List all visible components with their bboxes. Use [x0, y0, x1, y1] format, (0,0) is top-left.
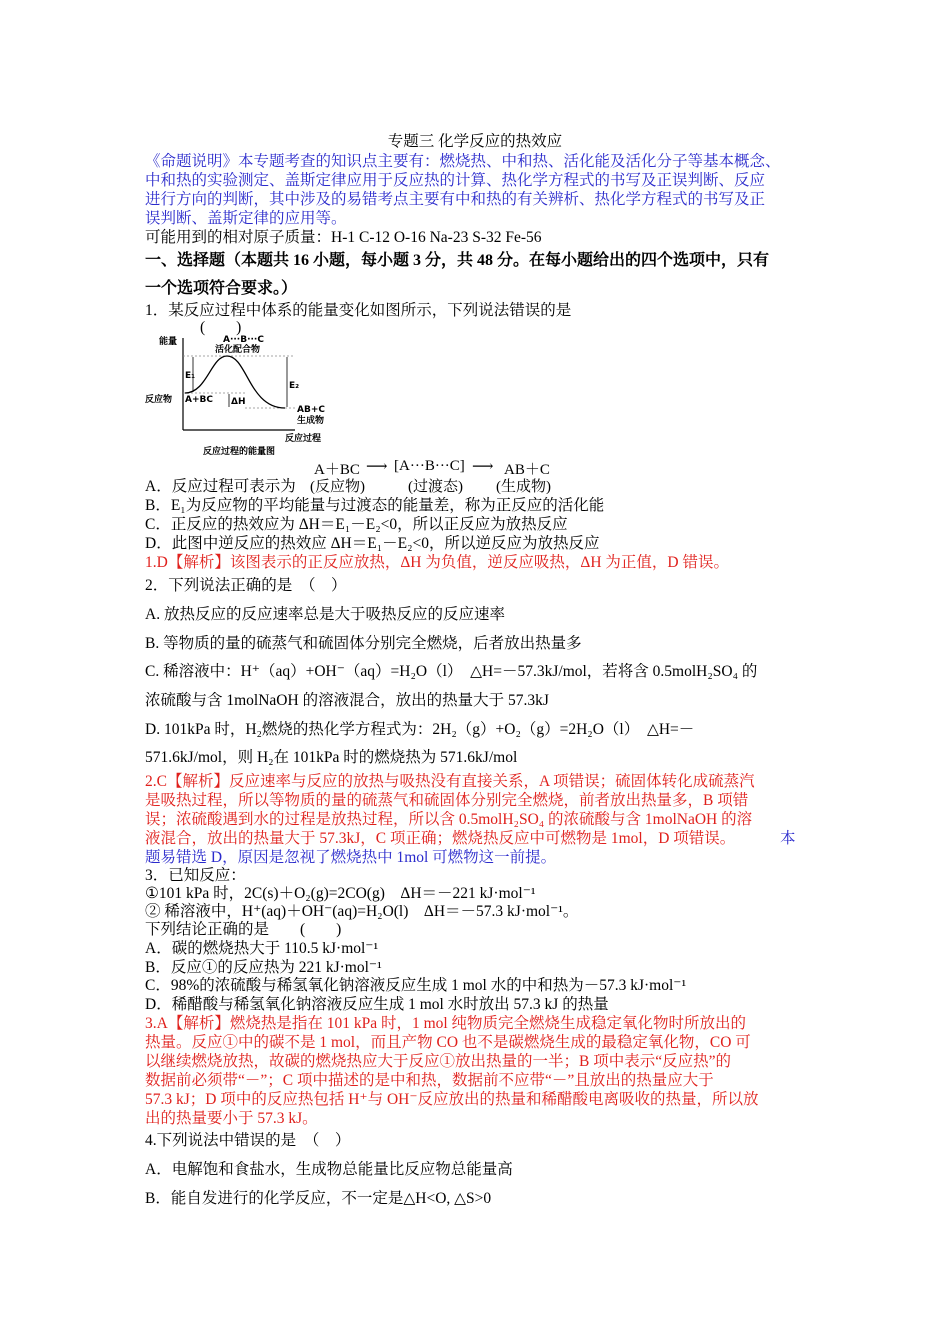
reaction-scheme — [310, 458, 570, 494]
transition-label: A···B···C — [223, 335, 264, 345]
answer-3: 以继续燃烧放热，故碳的燃烧热应大于反应①放出热量的一半；B 项中表示“反应热”的 — [145, 1053, 731, 1070]
question-4-stem: 4.下列说法中错误的是 （ ） — [145, 1132, 351, 1149]
product-axis-label: 生成物 — [297, 416, 325, 426]
answer-1: 1.D【解析】该图表示的正反应放热，ΔH 为负值，逆反应吸热，ΔH 为正值，D 错误。 — [145, 554, 729, 571]
question-3-line: 下列结论正确的是 ( ) — [145, 921, 342, 938]
answer-2: 2.C【解析】反应速率与反应的放热与吸热没有直接关系，A 项错误；硫固体转化成硫蒸汽 — [145, 773, 755, 790]
question-3-line: ② 稀溶液中，H⁺(aq)＋OH⁻(aq)=H₂O(l) ΔH＝－57.3 kJ·mol⁻¹。 — [145, 903, 579, 920]
option-line: C. 稀溶液中：H⁺（aq）+OH⁻（aq）=H₂O（l） △H=－57.3kJ/mol，若将含 0.5molH₂SO₄ 的 — [145, 663, 758, 680]
atomic-masses: 可能用到的相对原子质量：H-1 C-12 O-16 Na-23 S-32 Fe-56 — [145, 229, 542, 246]
answer-2-note: 题易错选 D，原因是忽视了燃烧热中 1mol 可燃物这一前提。 — [145, 849, 557, 866]
reactant-axis-label: 反应物 — [145, 395, 173, 405]
scheme-product: AB＋C — [504, 462, 550, 478]
option-line: C．正反应的热效应为 ΔH＝E₁－E₂<0，所以正反应为放热反应 — [145, 516, 568, 533]
scheme-arrow: ⟶ — [366, 459, 388, 475]
option-line: B. 等物质的量的硫蒸气和硫固体分别完全燃烧，后者放出热量多 — [145, 635, 582, 652]
option-line: B．E₁为反应物的平均能量与过渡态的能量差，称为正反应的活化能 — [145, 497, 605, 514]
x-axis-label: 反应过程 — [285, 434, 322, 444]
option-line: 浓硫酸与含 1molNaOH 的溶液混合，放出的热量大于 57.3kJ — [145, 692, 549, 709]
intro-line: 误判断、盖斯定律的应用等。 — [145, 210, 347, 227]
option-line: D. 101kPa 时，H₂燃烧的热化学方程式为：2H₂（g）+O₂（g）=2H₂O（l） △H=－ — [145, 721, 695, 738]
e2-label: E₂ — [289, 381, 300, 391]
answer-3: 数据前必须带“－”；C 项中描述的是中和热，数据前不应带“－”且放出的热量应大于 — [145, 1072, 714, 1089]
scheme-product-note: (生成物) — [496, 479, 551, 495]
answer-3: 3.A【解析】燃烧热是指在 101 kPa 时，1 mol 纯物质完全燃烧生成稳定氧化物时所放出的 — [145, 1015, 747, 1032]
option-line: A．碳的燃烧热大于 110.5 kJ·mol⁻¹ — [145, 940, 379, 957]
delta-h-label: ΔH — [231, 397, 246, 407]
option-line: B．反应①的反应热为 221 kJ·mol⁻¹ — [145, 959, 382, 976]
product-label: AB+C — [297, 405, 325, 415]
option-line: A．反应过程可表示为 — [145, 478, 296, 495]
activated-complex-label: 活化配合物 — [215, 345, 261, 355]
answer-3: 出的热量要小于 57.3 kJ。 — [145, 1110, 318, 1127]
scheme-transition: [A···B···C] — [394, 458, 465, 474]
option-line: D．稀醋酸与稀氢氧化钠溶液反应生成 1 mol 水时放出 57.3 kJ 的热量 — [145, 996, 609, 1013]
reactant-label: A+BC — [185, 395, 213, 405]
scheme-transition-note: (过渡态) — [408, 479, 463, 495]
question-1-stem: 1．某反应过程中体系的能量变化如图所示，下列说法错误的是 — [145, 302, 572, 319]
option-line: D．此图中逆反应的热效应 ΔH＝E₁－E₂<0，所以逆反应为放热反应 — [145, 535, 600, 552]
e1-label: E₁ — [185, 371, 196, 381]
answer-3: 57.3 kJ；D 项中的反应热包括 H⁺与 OH⁻反应放出的热量和稀醋酸电离吸收的热量，所以放 — [145, 1091, 759, 1108]
option-line: B．能自发进行的化学反应，不一定是△H<O, △S>0 — [145, 1190, 492, 1207]
answer-2: 液混合，放出的热量大于 57.3kJ，C 项正确；燃烧热反应中可燃物是 1mol，D 项错误。 — [145, 830, 736, 847]
document-title: 专题三 化学反应的热效应 — [387, 133, 563, 150]
intro-line: 进行方向的判断，其中涉及的易错考点主要有中和热的有关辨析、热化学方程式的书写及正 — [145, 191, 766, 208]
option-line: 571.6kJ/mol，则 H₂在 101kPa 时的燃烧热为 571.6kJ/mol — [145, 749, 518, 766]
option-line: A．电解饱和食盐水，生成物总能量比反应物总能量高 — [145, 1161, 513, 1178]
energy-axis-label: 能量 — [159, 337, 178, 347]
energy-diagram — [145, 330, 335, 455]
answer-paren: ( ) — [200, 319, 242, 336]
question-3-line: 3．已知反应： — [145, 867, 246, 884]
intro-line: 《命题说明》本专题考查的知识点主要有：燃烧热、中和热、活化能及活化分子等基本概念、 — [145, 153, 781, 170]
answer-3: 热量。反应①中的碳不是 1 mol，而且产物 CO 也不是碳燃烧生成的最稳定氧化物，CO 可 — [145, 1034, 751, 1051]
section-heading: 一个选项符合要求。） — [145, 280, 298, 297]
answer-2: 是吸热过程，所以等物质的量的硫蒸气和硫固体分别完全燃烧，前者放出热量多，B 项错 — [145, 792, 749, 809]
option-line: C．98%的浓硫酸与稀氢氧化钠溶液反应生成 1 mol 水的中和热为－57.3 kJ·mol⁻¹ — [145, 977, 687, 994]
question-3-line: ①101 kPa 时，2C(s)＋O₂(g)=2CO(g) ΔH＝－221 kJ·mol⁻¹ — [145, 885, 536, 902]
question-2-stem: 2．下列说法正确的是 （ ） — [145, 577, 347, 594]
option-line: A. 放热反应的反应速率总是大于吸热反应的反应速率 — [145, 606, 505, 623]
intro-line: 中和热的实验测定、盖斯定律应用于反应热的计算、热化学方程式的书写及正误判断、反应 — [145, 172, 766, 189]
figure-caption: 反应过程的能量图 — [203, 447, 276, 455]
answer-2-note: 本 — [780, 830, 796, 847]
scheme-arrow: ⟶ — [472, 459, 494, 475]
scheme-reactant: A＋BC — [314, 462, 360, 478]
answer-2: 误；浓硫酸遇到水的过程是放热过程，所以含 0.5molH₂SO₄ 的浓硫酸与含 1molNaOH 的溶 — [145, 811, 753, 828]
section-heading: 一、选择题（本题共 16 小题，每小题 3 分，共 48 分。在每小题给出的四个选项中，只有 — [145, 252, 770, 269]
scheme-reactant-note: (反应物) — [310, 479, 365, 495]
